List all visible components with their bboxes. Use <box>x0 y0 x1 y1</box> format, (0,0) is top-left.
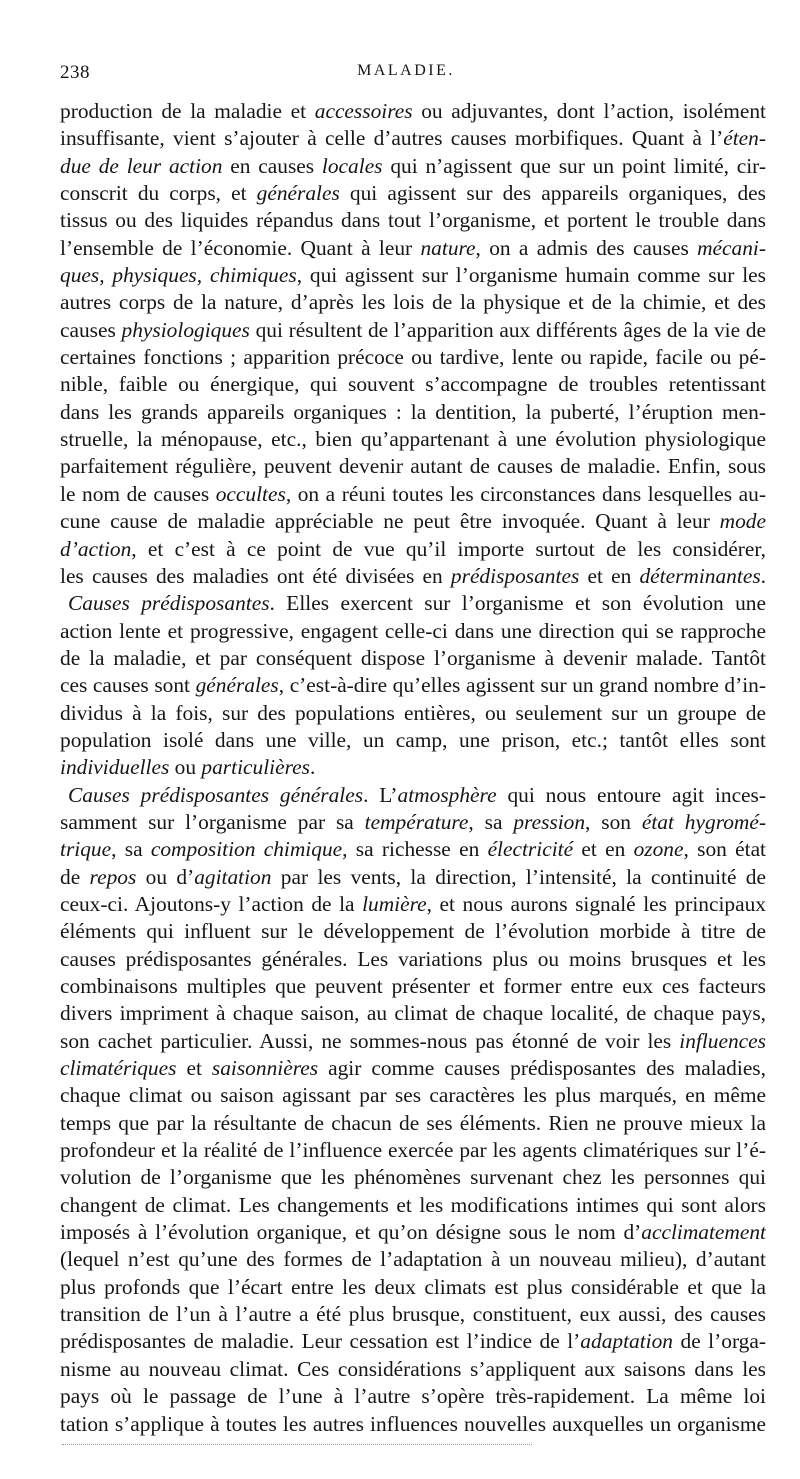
text-run: , son état <box>683 837 766 862</box>
text-run: conscrit du corps, et <box>60 181 257 206</box>
text-run: , sa <box>111 837 151 862</box>
italic-text: Causes prédisposantes générales <box>68 782 364 807</box>
text-run: agir comme causes prédisposantes des maladies, <box>318 1056 766 1081</box>
text-line <box>60 508 766 535</box>
text-line <box>60 1055 766 1082</box>
text-run: , c’est-à-dire qu’elles agissent sur un grand nombre d’in- <box>278 673 766 698</box>
text-line <box>60 1164 766 1191</box>
footer-dotted-rule <box>62 1444 532 1445</box>
italic-text: électricité <box>487 837 574 862</box>
text-run: les causes des maladies ont été divisées en <box>60 563 451 588</box>
text-run: struelle, la ménopause, etc., bien qu’appartenant à une évolution physiologique <box>60 427 766 452</box>
text-run: de la maladie, et par conséquent dispose l’organisme à devenir malade. Tantôt <box>60 645 766 670</box>
italic-text: mécani- <box>697 235 766 260</box>
text-run: parfaitement régulière, peuvent devenir autant de causes de maladie. Enfin, sous <box>60 454 766 479</box>
text-line <box>60 782 766 809</box>
text-run: , on a admis des causes <box>475 235 698 260</box>
text-run: production de la maladie et <box>60 99 315 123</box>
text-line <box>60 1028 766 1055</box>
text-line <box>60 1082 766 1109</box>
italic-text: déterminantes <box>639 563 761 588</box>
italic-text: particulières <box>201 755 310 780</box>
text-run: tissus ou des liquides répandus dans tout l’organisme, et portent le trouble dans <box>60 208 766 233</box>
italic-text: climatériques <box>60 1056 177 1081</box>
text-run: ou d’ <box>136 864 195 889</box>
text-run: qui agissent sur des appareils organiques, des <box>339 181 766 206</box>
text-line <box>60 1301 766 1328</box>
text-line <box>60 481 766 508</box>
text-run: samment sur l’organisme par sa <box>60 809 365 834</box>
text-line <box>60 536 766 563</box>
text-line <box>60 645 766 672</box>
italic-text: ques, physiques, chimiques <box>60 263 297 288</box>
text-line <box>60 125 766 152</box>
text-line <box>60 864 766 891</box>
text-line <box>60 1000 766 1027</box>
text-run: et en <box>573 837 634 862</box>
text-line <box>60 946 766 973</box>
text-run: changent de climat. Les changements et les modifications intimes qui sont alors <box>60 1192 766 1217</box>
text-run: nible, faible ou énergique, qui souvent s’accompagne de troubles retentissant <box>60 372 766 397</box>
text-line <box>60 754 766 781</box>
italic-text: nature <box>420 235 476 260</box>
italic-text: trique <box>60 837 112 862</box>
text-line <box>60 317 766 344</box>
text-run: transition de l’un à l’autre a été plus brusque, constituent, eux aussi, des causes <box>60 1302 766 1327</box>
text-line <box>60 918 766 945</box>
text-run: . Elles exercent sur l’organisme et son évolution une <box>269 591 766 616</box>
text-run: . <box>760 563 766 588</box>
running-title: MALADIE. <box>357 62 455 79</box>
text-run: certaines fonctions ; apparition précoce ou tardive, lente ou rapide, facile ou pé- <box>60 345 766 370</box>
page-number: 238 <box>60 62 90 83</box>
text-run: éléments qui influent sur le développement de l’évolution morbide à titre de <box>60 919 766 944</box>
italic-text: d’action <box>60 536 132 561</box>
text-line <box>60 1328 766 1355</box>
italic-text: adaptation <box>580 1329 673 1354</box>
text-run: population isolé dans une ville, un camp, une prison, etc.; tantôt elles sont <box>60 727 766 752</box>
italic-text: agitation <box>194 864 272 889</box>
italic-text: influences <box>679 1028 766 1053</box>
text-line <box>60 590 766 617</box>
text-run: profondeur et la réalité de l’influence exercée par les agents climatériques sur l’é- <box>60 1138 766 1163</box>
italic-text: individuelles <box>60 755 170 780</box>
text-run: qui nous entoure agit inces- <box>496 782 766 807</box>
text-run: de l’orga- <box>673 1329 766 1354</box>
text-line <box>60 973 766 1000</box>
text-run: imposés à l’évolution organique, et qu’on désigne sous le nom d’ <box>60 1220 642 1245</box>
text-run: ceux-ci. Ajoutons-y l’action de la <box>60 891 363 916</box>
text-run: chaque climat ou saison agissant par ses caractères les plus marqués, en même <box>60 1083 766 1108</box>
italic-text: physiologiques <box>121 317 250 342</box>
text-run: ou adjuvantes, dont l’action, isolément <box>412 99 766 123</box>
text-line <box>60 399 766 426</box>
text-run: , sa <box>468 809 514 834</box>
text-line <box>60 180 766 207</box>
text-run: nisme au nouveau climat. Ces considérations s’appliquent aux saisons dans les <box>60 1356 766 1381</box>
text-line <box>60 1356 766 1383</box>
text-run: insuffisante, vient s’ajouter à celle d’autres causes morbifiques. Quant à l’ <box>60 126 724 151</box>
text-run: (lequel n’est qu’une des formes de l’adaptation à un nouveau milieu), d’autant <box>60 1247 766 1272</box>
italic-text: acclimatement <box>641 1220 766 1245</box>
text-run: ou <box>169 755 202 780</box>
text-run: tation s’applique à toutes les autres influences nouvelles auxquelles un organisme <box>60 1411 766 1436</box>
body-text <box>60 98 766 1438</box>
italic-text: locales <box>321 153 383 178</box>
text-line <box>60 426 766 453</box>
text-run: et <box>176 1056 212 1081</box>
italic-text: occultes <box>215 481 286 506</box>
text-run: . <box>309 755 316 780</box>
text-run: par les vents, la direction, l’intensité, la continuité de <box>271 864 766 889</box>
text-run: qui résultent de l’apparition aux différents âges de la vie de <box>249 317 766 342</box>
text-line <box>60 700 766 727</box>
italic-text: due de leur action <box>60 153 223 178</box>
text-line <box>60 1219 766 1246</box>
italic-text: atmosphère <box>397 782 497 807</box>
text-run: autres corps de la nature, d’après les lois de la physique et de la chimie, et des <box>60 290 766 315</box>
text-run: ces causes sont <box>60 673 196 698</box>
italic-text: éten- <box>723 126 766 151</box>
italic-text: pression <box>513 809 586 834</box>
text-run: qui n’agissent que sur un point limité, cir- <box>382 153 766 178</box>
text-line <box>60 836 766 863</box>
text-line <box>60 289 766 316</box>
text-line <box>60 1137 766 1164</box>
text-run: plus profonds que l’écart entre les deux climats est plus considérable et que la <box>60 1274 766 1299</box>
text-run: causes <box>60 317 122 342</box>
text-run: en causes <box>222 153 322 178</box>
text-line <box>60 891 766 918</box>
text-line <box>60 1246 766 1273</box>
text-run: combinaisons multiples que peuvent présenter et former entre eux ces facteurs <box>60 974 766 998</box>
text-line <box>60 1274 766 1301</box>
text-line <box>60 809 766 836</box>
italic-text: saisonnières <box>211 1056 319 1081</box>
text-line <box>60 371 766 398</box>
text-line <box>60 727 766 754</box>
text-run: divers impriment à chaque saison, au climat de chaque localité, de chaque pays, <box>60 1001 766 1026</box>
italic-text: état hygromé- <box>641 809 766 834</box>
text-run: prédisposantes de maladie. Leur cessation est l’indice de l’ <box>60 1329 581 1354</box>
text-run: , on a réuni toutes les circonstances dans lesquelles au- <box>285 481 766 506</box>
text-line <box>60 344 766 371</box>
text-run: , sa richesse en <box>342 837 488 862</box>
text-run: pays où le passage de l’une à l’autre s’opère très-rapidement. La même loi <box>60 1384 766 1409</box>
text-line <box>60 1411 766 1438</box>
text-line <box>60 563 766 590</box>
italic-text: Causes prédisposantes <box>68 591 270 616</box>
text-line <box>60 672 766 699</box>
text-line <box>60 1383 766 1410</box>
text-line <box>60 153 766 180</box>
text-run: dividus à la fois, sur des populations entières, ou seulement sur un groupe de <box>60 700 766 725</box>
text-line <box>60 1192 766 1219</box>
text-run: temps que par la résultante de chacun de ses éléments. Rien ne prouve mieux la <box>60 1110 766 1135</box>
page-header <box>56 62 756 86</box>
text-run: , et c’est à ce point de vue qu’il importe surtout de les considérer, <box>131 536 766 561</box>
italic-text: ozone <box>633 837 684 862</box>
text-run: action lente et progressive, engagent celle-ci dans une direction qui se rapproche <box>60 618 766 643</box>
text-line <box>60 1110 766 1137</box>
italic-text: accessoires <box>314 99 413 123</box>
text-run: . L’ <box>363 782 398 807</box>
italic-text: mode <box>719 509 766 534</box>
text-line <box>60 262 766 289</box>
text-run: dans les grands appareils organiques : la dentition, la puberté, l’éruption men- <box>60 399 766 424</box>
italic-text: générales <box>195 673 279 698</box>
text-run: son cachet particulier. Aussi, ne sommes-nous pas étonné de voir les <box>60 1028 680 1053</box>
italic-text: lumière <box>362 891 427 916</box>
text-run: l’ensemble de l’économie. Quant à leur <box>60 235 421 260</box>
text-run: , qui agissent sur l’organisme humain comme sur les <box>296 263 766 288</box>
italic-text: composition chimique <box>150 837 343 862</box>
text-line <box>60 618 766 645</box>
text-run: de <box>60 864 90 889</box>
italic-text: générales <box>256 181 340 206</box>
text-run: volution de l’organisme que les phénomènes survenant chez les personnes qui <box>60 1165 766 1190</box>
text-run: causes prédisposantes générales. Les variations plus ou moins brusques et les <box>60 946 766 971</box>
text-run: le nom de causes <box>60 481 216 506</box>
italic-text: prédisposantes <box>450 563 580 588</box>
italic-text: repos <box>89 864 137 889</box>
text-run: et en <box>579 563 640 588</box>
text-line <box>60 207 766 234</box>
text-line <box>60 235 766 262</box>
text-line <box>60 453 766 480</box>
text-run: , et nous aurons signalé les principaux <box>426 891 766 916</box>
text-run: cune cause de maladie appréciable ne peut être invoquée. Quant à leur <box>60 509 720 534</box>
italic-text: température <box>364 809 469 834</box>
text-run: , son <box>585 809 642 834</box>
text-line <box>60 98 766 125</box>
